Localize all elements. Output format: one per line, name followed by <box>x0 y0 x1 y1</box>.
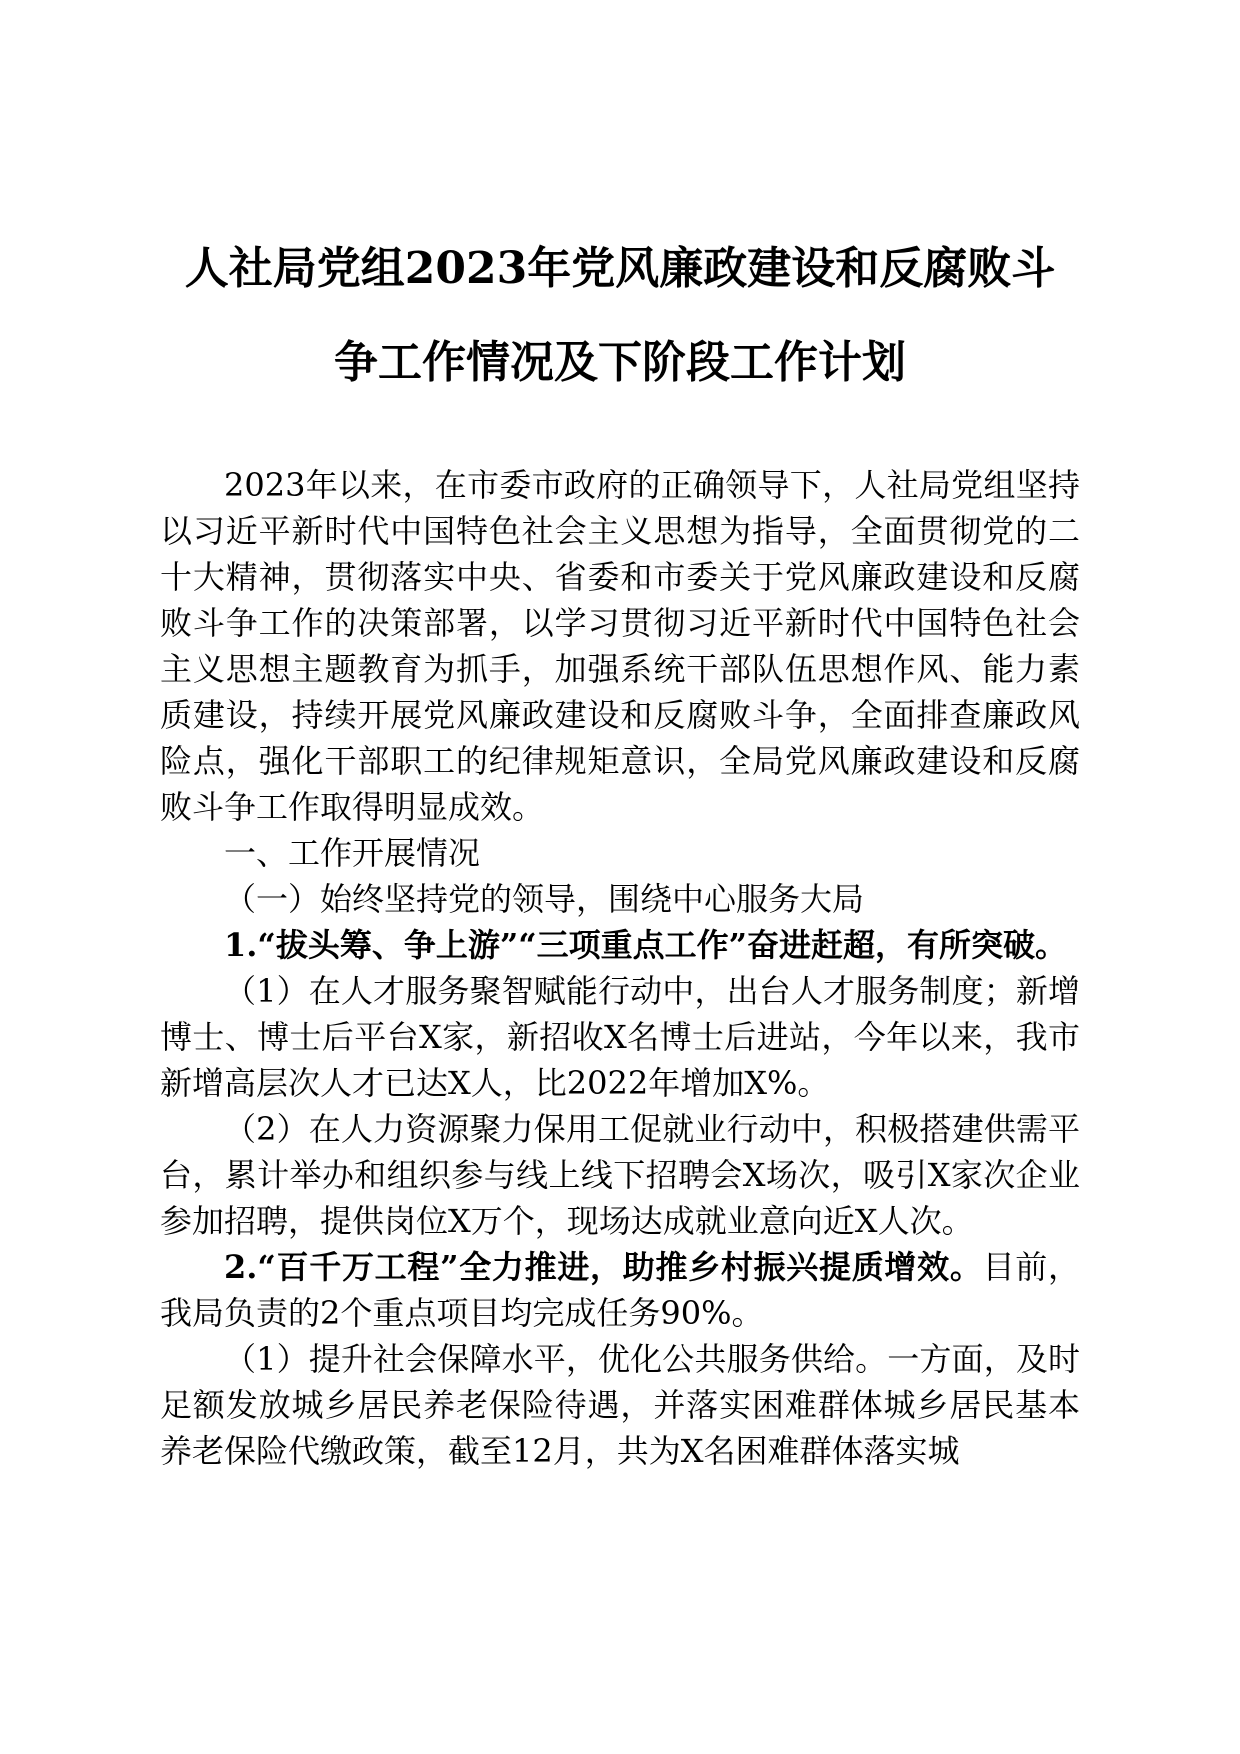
subsection-heading: （一）始终坚持党的领导，围绕中心服务大局 <box>224 880 865 918</box>
section-heading: 一、工作开展情况 <box>224 834 481 872</box>
title-line-1: 人社局党组2023年党风廉政建设和反腐败斗 <box>184 243 1056 294</box>
item-1-bold: 1.“拔头筹、争上游”“三项重点工作”奋进赶超，有所突破。 <box>224 926 1068 964</box>
intro-paragraph: 2023年以来，在市委市政府的正确领导下，人社局党组坚持以习近平新时代中国特色社会主义思想为指导，全面贯彻党的二十大精神，贯彻落实中央、省委和市委关于党风廉政建设和反腐败斗争工作的决策部署，以学习贯彻习近平新时代中国特色社会主义思想主题教育为抓手，加强系统干部队伍思想作风、能力素质建设，持续开展党风廉政建设和反腐败斗争，全面排查廉政风险点，强化干部职工的纪律规矩意识，全局党风廉政建设和反腐败斗争工作取得明显成效。 <box>160 466 1080 826</box>
item-2-rest: 目前，我局负责的2个重点项目均完成任务90%。 <box>160 1248 1080 1332</box>
item-1-paragraph-1: （1）在人才服务聚智赋能行动中，出台人才服务制度；新增博士、博士后平台X家，新招收X名博士后进站，今年以来，我市新增高层次人才已达X人，比2022年增加X%。 <box>160 972 1080 1102</box>
item-2-heading <box>160 1244 1080 1336</box>
document-title <box>140 222 1100 410</box>
title-line-2: 争工作情况及下阶段工作计划 <box>334 337 906 388</box>
item-1-paragraph-2: （2）在人力资源聚力保用工促就业行动中，积极搭建供需平台，累计举办和组织参与线上线下招聘会X场次，吸引X家次企业参加招聘，提供岗位X万个，现场达成就业意向近X人次。 <box>160 1110 1080 1240</box>
item-2-paragraph-1: （1）提升社会保障水平，优化公共服务供给。一方面，及时足额发放城乡居民养老保险待遇，并落实困难群体城乡居民基本养老保险代缴政策，截至12月，共为X名困难群体落实城 <box>160 1340 1080 1470</box>
item-2-bold: 2.“百千万工程”全力推进，助推乡村振兴提质增效。 <box>224 1248 983 1286</box>
item-1-heading <box>160 922 1080 968</box>
document-body <box>160 462 1080 1474</box>
